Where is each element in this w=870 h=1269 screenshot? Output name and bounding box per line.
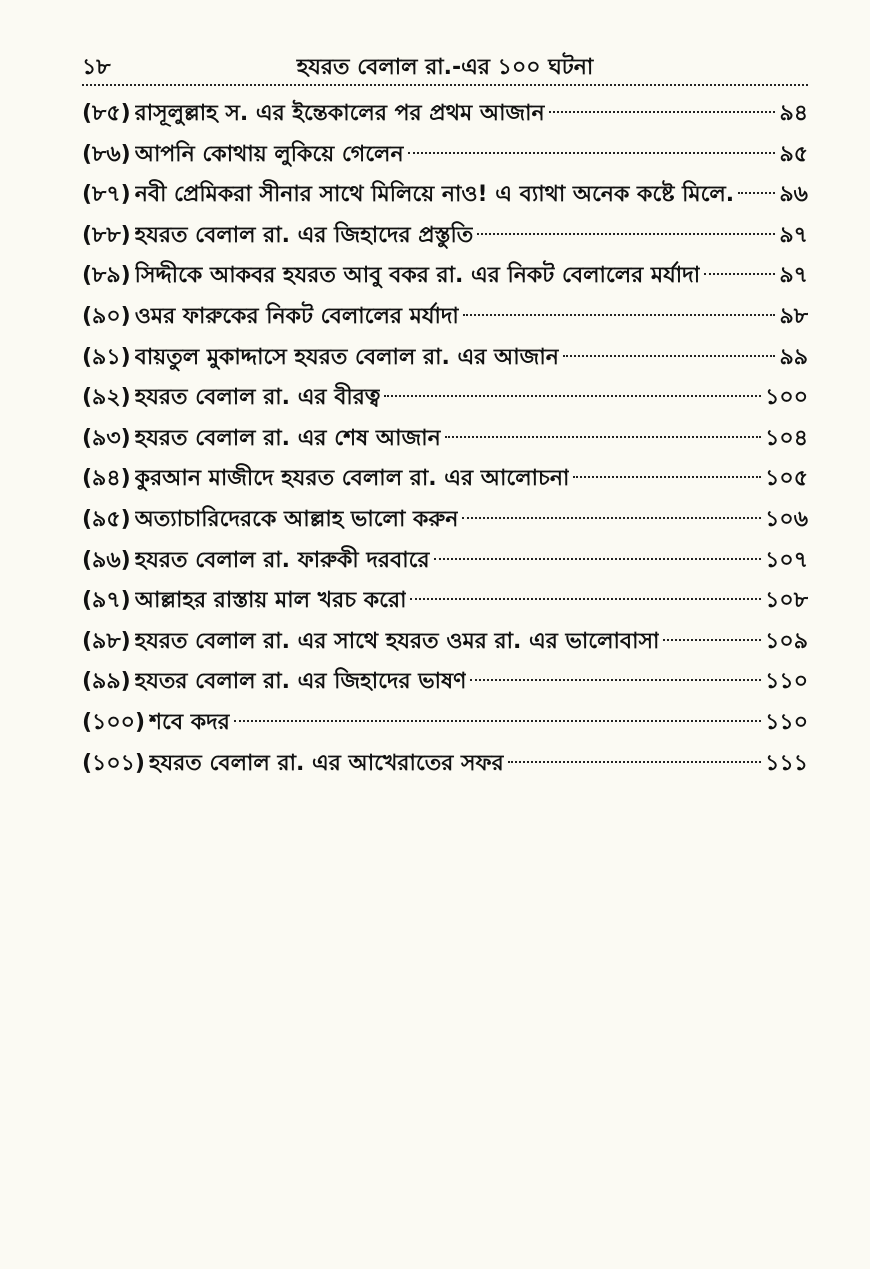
dot-leader (663, 639, 761, 641)
dot-leader (549, 111, 776, 113)
toc-entry (82, 622, 808, 663)
table-of-contents (82, 94, 808, 784)
dot-leader (470, 679, 761, 681)
toc-entry-page: ৯৭ (779, 222, 808, 248)
toc-entry-number: (৮৫) (82, 101, 131, 126)
toc-entry-page: ৯৬ (779, 182, 808, 208)
dot-leader (384, 395, 761, 397)
toc-entry-page: ৯৫ (779, 141, 808, 167)
dot-leader (508, 761, 761, 763)
toc-entry-number: (৮৭) (82, 182, 131, 208)
dot-leader (234, 720, 761, 722)
toc-entry-page: ১০০ (765, 385, 808, 411)
toc-entry (82, 175, 808, 216)
toc-entry (82, 378, 808, 419)
toc-entry-number: (১০০) (82, 709, 145, 735)
toc-entry-title: সিদ্দীকে আকবর হযরত আবু বকর রা. এর নিকট বেলালের মর্যাদা (134, 263, 701, 289)
dot-leader (445, 436, 761, 438)
toc-entry-title: আল্লাহর রাস্তায় মাল খরচ করো (134, 588, 407, 614)
toc-entry-number: (৯০) (82, 303, 131, 329)
toc-entry-number: (৯৪) (82, 466, 131, 492)
dot-leader (563, 355, 776, 357)
toc-entry (82, 256, 808, 297)
toc-entry (82, 297, 808, 338)
toc-entry-title: বায়তুল মুকাদ্দাসে হযরত বেলাল রা. এর আজান (134, 344, 559, 370)
dot-leader (434, 558, 762, 560)
toc-entry (82, 662, 808, 703)
toc-entry-title: হযরত বেলাল রা. ফারুকী দরবারে (134, 547, 430, 573)
toc-entry-title: হযতর বেলাল রা. এর জিহাদের ভাষণ (134, 669, 467, 695)
toc-entry-number: (৮৮) (82, 222, 131, 248)
toc-entry-title: হযরত বেলাল রা. এর আখেরাতের সফর (148, 750, 504, 776)
toc-entry (82, 703, 808, 744)
toc-entry-title: হযরত বেলাল রা. এর সাথে হযরত ওমর রা. এর ভালোবাসা (134, 628, 660, 654)
toc-entry-page: ১০৪ (765, 425, 808, 451)
toc-entry-title: হযরত বেলাল রা. এর বীরত্ব (134, 385, 381, 411)
toc-entry-page: ১০৮ (765, 588, 808, 614)
toc-entry-page: ৯৯ (779, 344, 808, 370)
page-header (82, 50, 808, 86)
dot-leader (738, 192, 775, 194)
toc-entry-title: নবী প্রেমিকরা সীনার সাথে মিলিয়ে নাও! এ ব্যাথা অনেক কষ্টে মিলে. (134, 182, 735, 208)
toc-entry-title: হযরত বেলাল রা. এর শেষ আজান (134, 425, 441, 451)
toc-entry-page: ৯৭ (779, 263, 808, 289)
dot-leader (408, 152, 776, 154)
toc-entry (82, 419, 808, 460)
toc-entry-title: হযরত বেলাল রা. এর জিহাদের প্রস্তুতি (134, 222, 474, 248)
toc-entry-page: ১১১ (765, 750, 808, 776)
toc-entry-page: ১০৬ (765, 506, 808, 532)
toc-entry (82, 541, 808, 582)
toc-entry-number: (৯৮) (82, 628, 131, 654)
toc-entry-number: (৯৫) (82, 506, 131, 532)
toc-entry (82, 581, 808, 622)
page-number: ১৮ (82, 55, 111, 80)
toc-entry-number: (৯৩) (82, 425, 131, 451)
toc-entry-page: ১১০ (765, 669, 808, 695)
toc-entry-number: (১০১) (82, 750, 145, 776)
toc-entry-page: ১০৯ (765, 628, 808, 654)
toc-entry (82, 338, 808, 379)
toc-entry-title: রাসূলুল্লাহ স. এর ইন্তেকালের পর প্রথম আজান (134, 101, 545, 126)
dot-leader (477, 233, 775, 235)
running-title: হযরত বেলাল রা.-এর ১০০ ঘটনা (296, 55, 594, 80)
toc-entry-page: ৯৪ (779, 101, 808, 126)
toc-entry-title: শবে কদর (149, 709, 230, 735)
toc-entry-title: কুরআন মাজীদে হযরত বেলাল রা. এর আলোচনা (134, 466, 570, 492)
toc-entry-page: ১০৭ (765, 547, 808, 573)
toc-entry-page: ৯৮ (779, 303, 808, 329)
dot-leader (573, 476, 761, 478)
toc-entry-title: ওমর ফারুকের নিকট বেলালের মর্যাদা (134, 303, 459, 329)
toc-entry (82, 744, 808, 785)
toc-entry (82, 500, 808, 541)
toc-entry (82, 216, 808, 257)
dot-leader (462, 517, 761, 519)
toc-entry (82, 135, 808, 176)
toc-entry-number: (৯৭) (82, 588, 131, 614)
toc-entry-number: (৯১) (82, 344, 131, 370)
toc-entry-page: ১১০ (765, 709, 808, 735)
toc-entry-number: (৯৬) (82, 547, 131, 573)
toc-entry-page: ১০৫ (765, 466, 808, 492)
toc-entry-number: (৮৯) (82, 263, 131, 289)
dot-leader (463, 314, 776, 316)
toc-entry (82, 459, 808, 500)
toc-entry-title: অত্যাচারিদেরকে আল্লাহ ভালো করুন (134, 506, 459, 532)
toc-entry-number: (৮৬) (82, 141, 131, 167)
toc-entry-number: (৯২) (82, 385, 131, 411)
dot-leader (410, 598, 761, 600)
dot-leader (704, 273, 775, 275)
toc-entry (82, 94, 808, 135)
toc-entry-title: আপনি কোথায় লুকিয়ে গেলেন (134, 141, 404, 167)
toc-entry-number: (৯৯) (82, 669, 131, 695)
